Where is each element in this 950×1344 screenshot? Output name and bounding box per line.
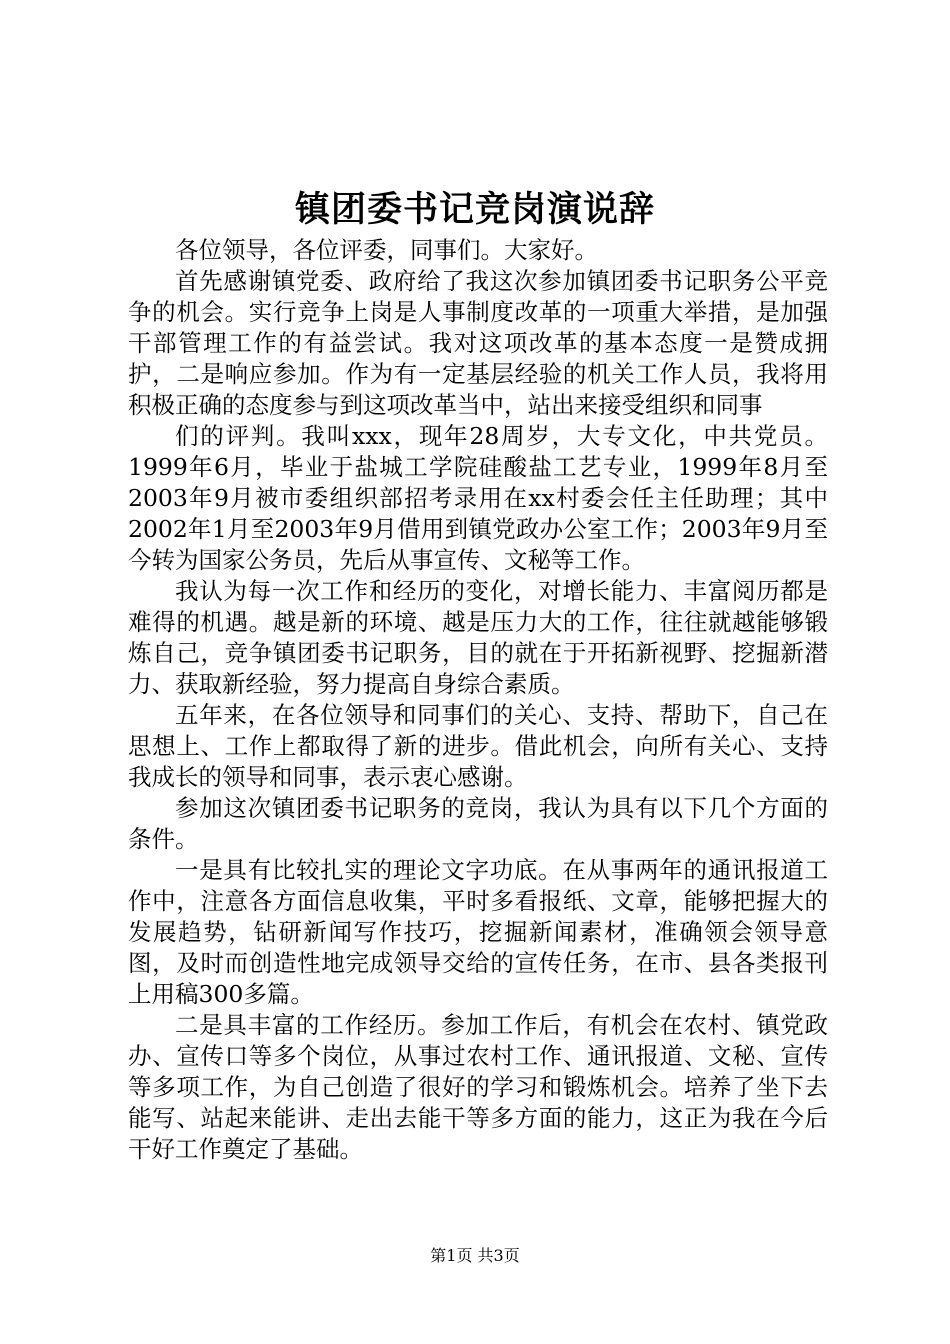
document-title: 镇团委书记竞岗演说辞 — [294, 189, 655, 230]
paragraph: 参加这次镇团委书记职务的竞岗，我认为具有以下几个方面的条件。 — [128, 794, 828, 853]
paragraph: 五年来，在各位领导和同事们的关心、支持、帮助下，自己在思想上、工作上都取得了新的进步。借此机会，向所有关心、支持我成长的领导和同事，表示衷心感谢。 — [128, 701, 828, 791]
document-body — [128, 235, 828, 1165]
paragraph: 各位领导，各位评委，同事们。大家好。 — [175, 236, 598, 264]
paragraph: 一是具有比较扎实的理论文字功底。在从事两年的通讯报道工作中，注意各方面信息收集，平时多看报纸、文章，能够把握大的发展趋势，钻研新闻写作技巧，挖掘新闻素材，准确领会领导意图，及时而创造性地完成领导交给的宣传任务，在市、县各类报刊上用稿300多篇。 — [128, 856, 828, 1008]
page-number-footer: 第1页 共3页 — [430, 1246, 520, 1265]
paragraph: 首先感谢镇党委、政府给了我这次参加镇团委书记职务公平竞争的机会。实行竞争上岗是人事制度改革的一项重大举措，是加强干部管理工作的有益尝试。我对这项改革的基本态度一是赞成拥护，二是响应参加。作为有一定基层经验的机关工作人员，我将用积极正确的态度参与到这项改革当中，站出来接受组织和同事 — [128, 267, 828, 419]
paragraph: 二是具丰富的工作经历。参加工作后，有机会在农村、镇党政办、宣传口等多个岗位，从事过农村工作、通讯报道、文秘、宣传等多项工作，为自己创造了很好的学习和锻炼机会。培养了坐下去能写、站起来能讲、走出去能干等多方面的能力，这正为我在今后干好工作奠定了基础。 — [128, 1011, 828, 1163]
paragraph: 们的评判。我叫xxx，现年28周岁，大专文化，中共党员。1999年6月，毕业于盐城工学院硅酸盐工艺专业，1999年8月至2003年9月被市委组织部招考录用在xx村委会任主任助理；其中2002年1月至2003年9月借用到镇党政办公室工作；2003年9月至今转为国家公务员，先后从事宣传、文秘等工作。 — [128, 422, 828, 574]
paragraph: 我认为每一次工作和经历的变化，对增长能力、丰富阅历都是难得的机遇。越是新的环境、越是压力大的工作，往往就越能够锻炼自己，竞争镇团委书记职务，目的就在于开拓新视野、挖掘新潜力、获取新经验，努力提高自身综合素质。 — [128, 577, 828, 698]
